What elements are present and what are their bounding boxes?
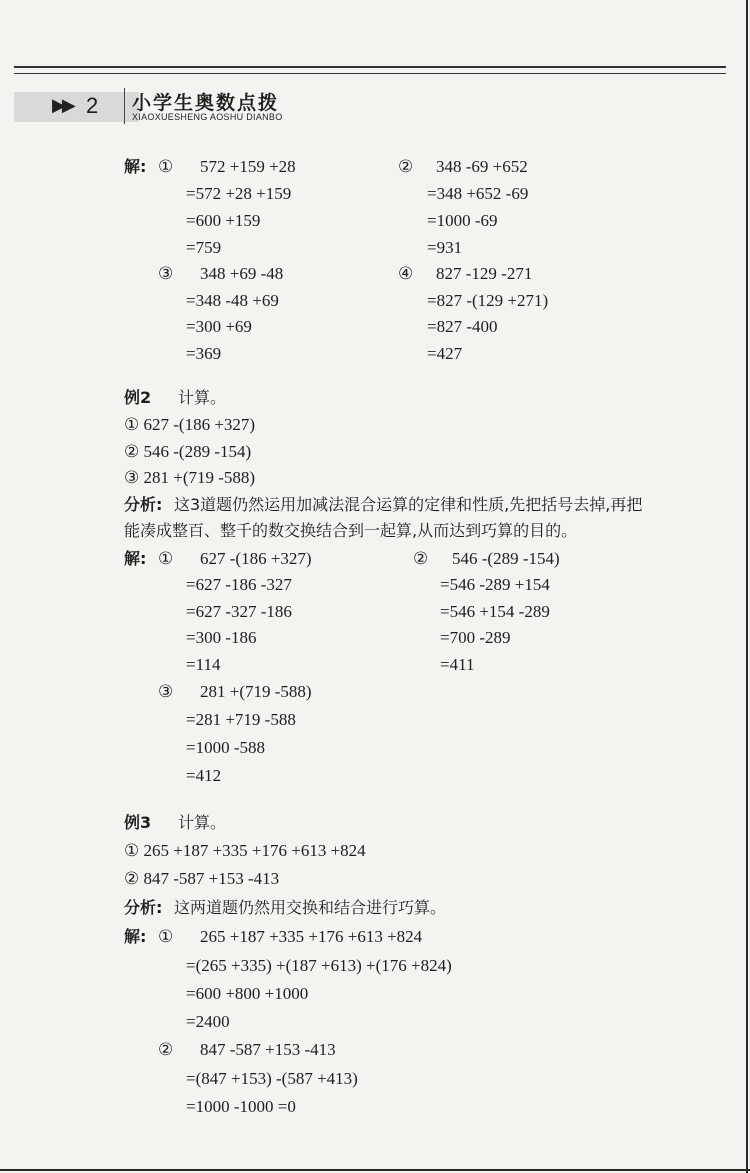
equation-line: 572 +159 +28 (200, 157, 296, 176)
equation-line: 281 +(719 -588) (200, 682, 312, 701)
problem-statement: ② 847 -587 +153 -413 (124, 869, 280, 888)
header-divider (124, 88, 125, 124)
problem-statement: ① 627 -(186 +327) (124, 415, 256, 434)
equation-line: =931 (427, 238, 463, 257)
equation-line: 546 -(289 -154) (452, 549, 560, 568)
equation-line: =411 (440, 655, 475, 674)
page-border-right (746, 0, 748, 1173)
problem-number: ④ (398, 264, 414, 283)
header-rule-top (14, 66, 726, 68)
equation-line: =1000 -1000 =0 (186, 1097, 296, 1116)
example-label: 例3 (124, 813, 152, 832)
book-title-pinyin: XIAOXUESHENG AOSHU DIANBO (132, 112, 283, 122)
problem-number: ① (158, 549, 174, 568)
equation-line: =627 -327 -186 (186, 602, 292, 621)
equation-line: =300 +69 (186, 317, 252, 336)
equation-line: 627 -(186 +327) (200, 549, 312, 568)
equation-line: 348 -69 +652 (436, 157, 528, 176)
example-task: 计算。 (178, 813, 227, 832)
equation-line: =700 -289 (440, 628, 511, 647)
solution-label: 解: (124, 157, 147, 176)
header-rule-second (14, 73, 726, 74)
page-number: 2 (86, 93, 99, 118)
equation-line: =300 -186 (186, 628, 257, 647)
analysis-label: 分析: (124, 495, 163, 514)
equation-line: =1000 -69 (427, 211, 498, 230)
equation-line: 348 +69 -48 (200, 264, 284, 283)
equation-line: =827 -(129 +271) (427, 291, 549, 310)
problem-statement: ② 546 -(289 -154) (124, 442, 252, 461)
equation-line: =427 (427, 344, 463, 363)
equation-line: 827 -129 -271 (436, 264, 533, 283)
problem-number: ② (413, 549, 429, 568)
equation-line: =546 +154 -289 (440, 602, 550, 621)
equation-line: =369 (186, 344, 222, 363)
equation-line: =114 (186, 655, 221, 674)
example-label: 例2 (124, 388, 152, 407)
problem-statement: ① 265 +187 +335 +176 +613 +824 (124, 841, 366, 860)
book-title: 小学生奥数点拨 (132, 92, 280, 114)
equation-line: =600 +159 (186, 211, 261, 230)
problem-number: ② (158, 1040, 174, 1059)
equation-line: =572 +28 +159 (186, 184, 292, 203)
equation-line: =(847 +153) -(587 +413) (186, 1069, 358, 1088)
page-border-bottom (0, 1169, 750, 1171)
equation-line: =348 -48 +69 (186, 291, 279, 310)
equation-line: 265 +187 +335 +176 +613 +824 (200, 927, 423, 946)
equation-line: =(265 +335) +(187 +613) +(176 +824) (186, 956, 452, 975)
analysis-text: 这3道题仍然运用加减法混合运算的定律和性质,先把括号去掉,再把 (174, 495, 643, 514)
analysis-text: 能凑成整百、整千的数交换结合到一起算,从而达到巧算的目的。 (124, 521, 578, 540)
equation-line: =2400 (186, 1012, 230, 1031)
equation-line: =600 +800 +1000 (186, 984, 309, 1003)
double-arrow-icon: ▶▶ (52, 95, 72, 116)
problem-number: ① (158, 157, 174, 176)
equation-line: =759 (186, 238, 222, 257)
problem-statement: ③ 281 +(719 -588) (124, 468, 256, 487)
equation-line: =348 +652 -69 (427, 184, 529, 203)
equation-line: =546 -289 +154 (440, 575, 550, 594)
problem-number: ③ (158, 682, 174, 701)
problem-number: ① (158, 927, 174, 946)
example-task: 计算。 (178, 388, 227, 407)
problem-number: ③ (158, 264, 174, 283)
solution-label: 解: (124, 927, 147, 946)
problem-number: ② (398, 157, 414, 176)
equation-line: =1000 -588 (186, 738, 265, 757)
equation-line: =281 +719 -588 (186, 710, 296, 729)
header-tab (14, 92, 139, 122)
analysis-label: 分析: (124, 898, 163, 917)
equation-line: =627 -186 -327 (186, 575, 292, 594)
equation-line: 847 -587 +153 -413 (200, 1040, 336, 1059)
solution-label: 解: (124, 549, 147, 568)
analysis-text: 这两道题仍然用交换和结合进行巧算。 (174, 898, 447, 917)
equation-line: =412 (186, 766, 222, 785)
equation-line: =827 -400 (427, 317, 498, 336)
